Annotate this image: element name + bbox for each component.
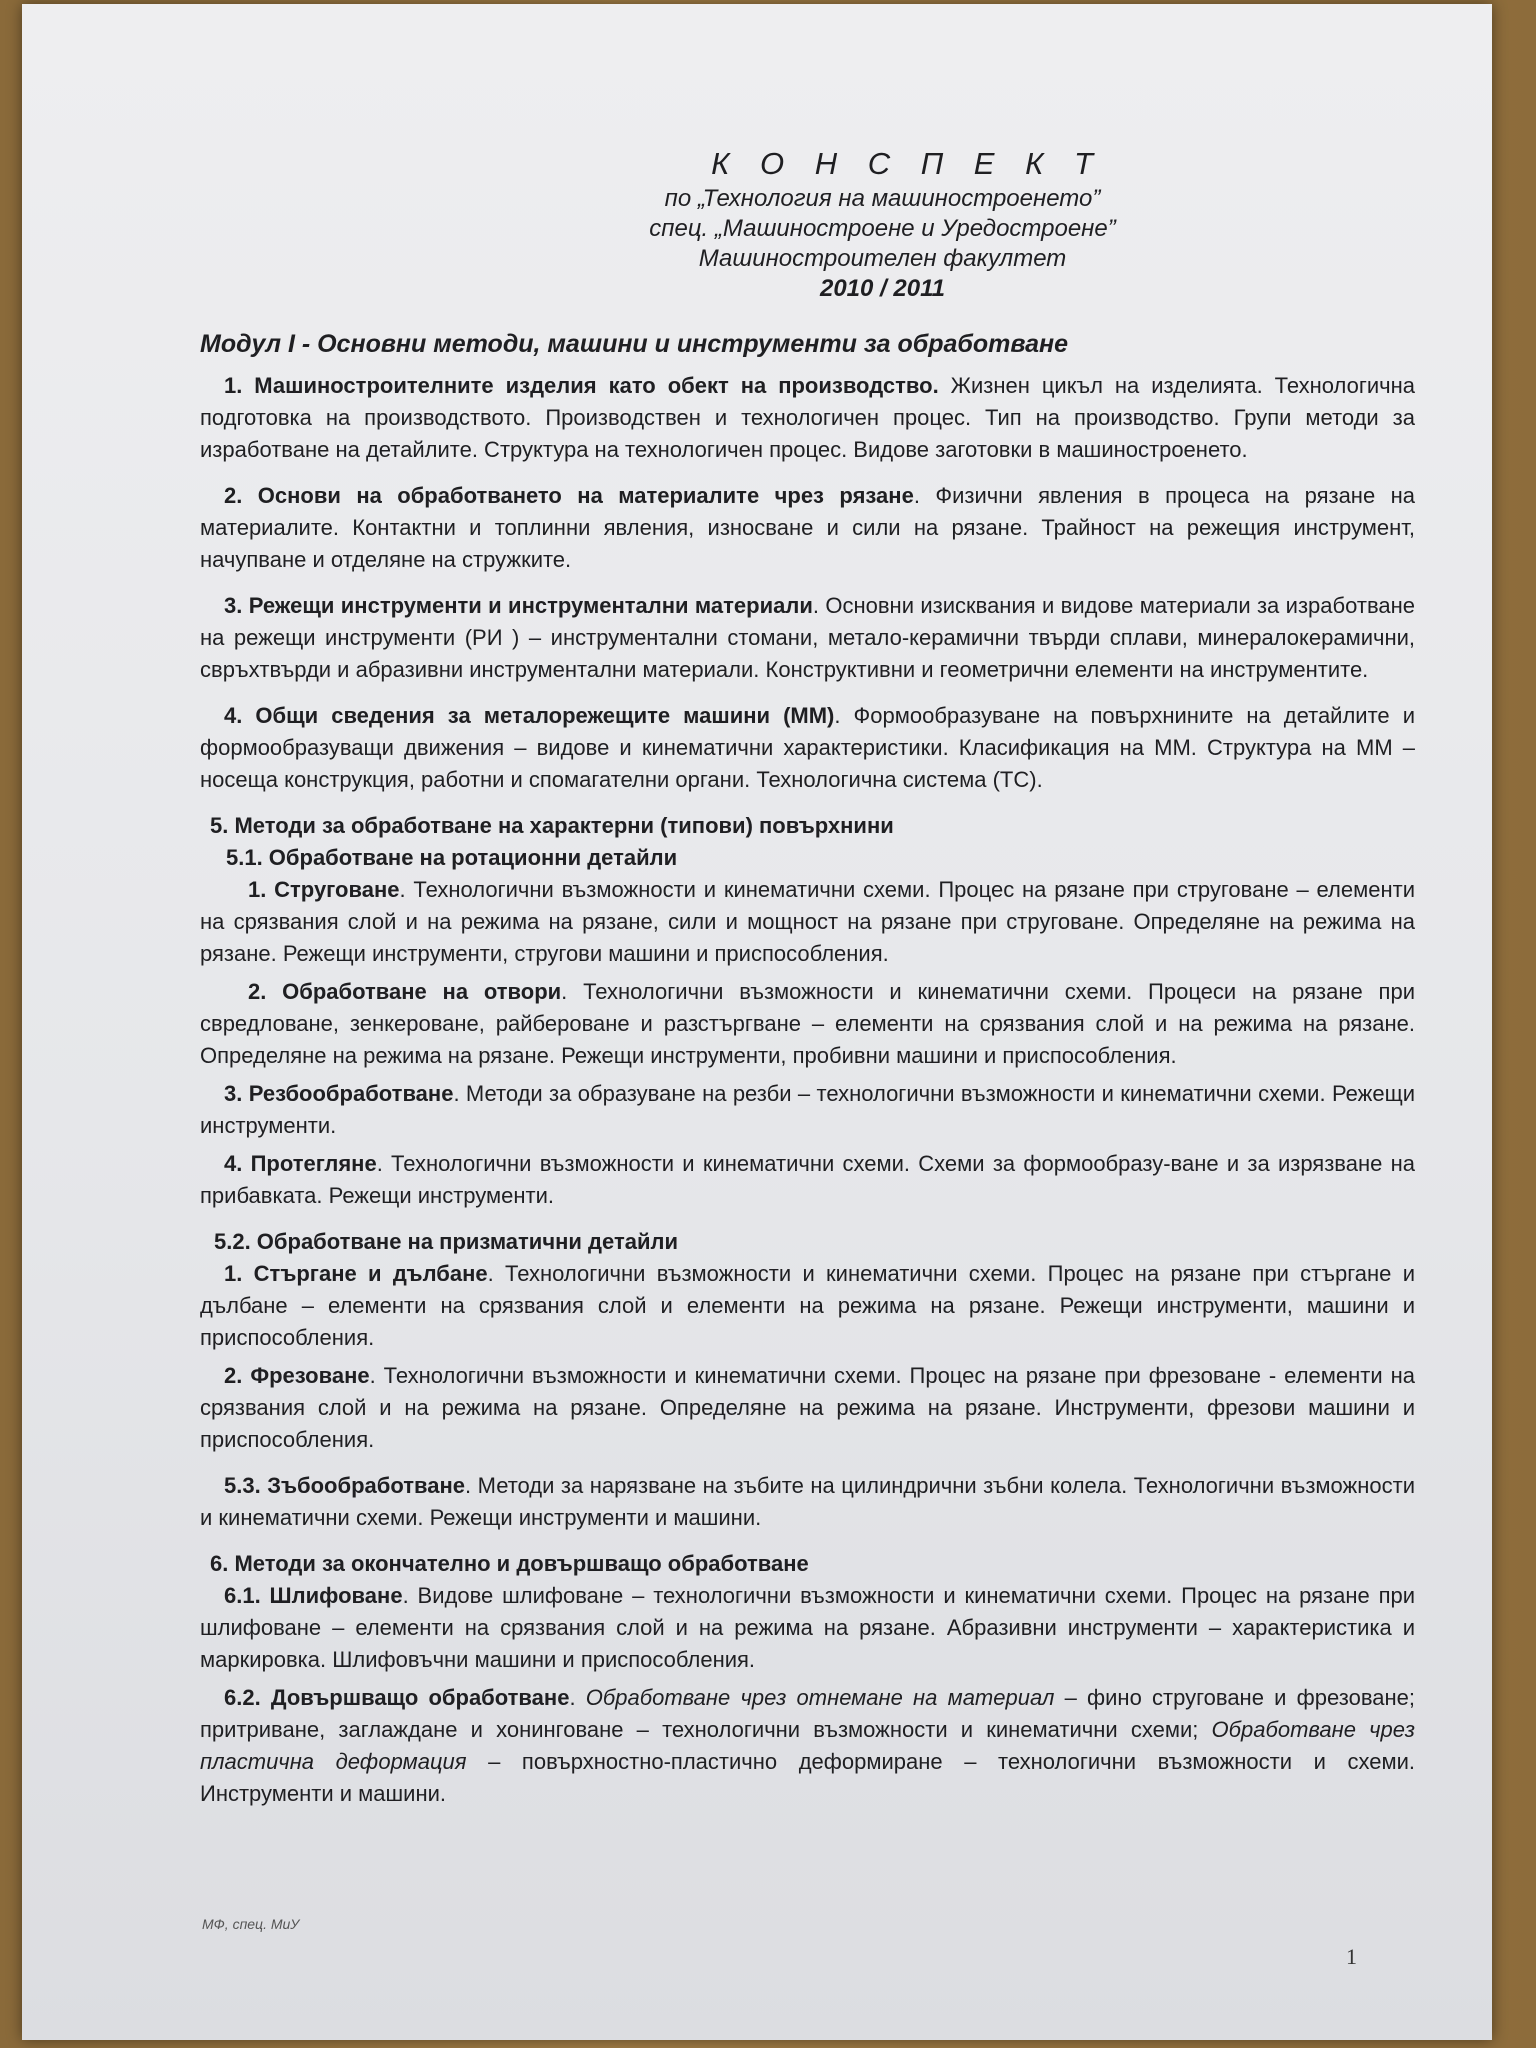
topic-5-1-item-3 xyxy=(200,1078,1415,1142)
topic-2-title: 2. Основи на обработването на материалите чрез рязане xyxy=(224,483,914,508)
topic-5-1-item-2 xyxy=(200,976,1415,1072)
topic-4 xyxy=(200,700,1415,796)
page-number: 1 xyxy=(1346,1944,1357,1969)
faculty-name: Машиностроителен факултет xyxy=(698,245,1067,272)
item-title: 2. Обработване на отвори xyxy=(248,979,562,1004)
item-text: . Технологични възможности и кинематични схеми. Схеми за формообразу-ване и за изрязване на прибавката. Режещи инструменти. xyxy=(200,1151,1415,1208)
topic-3-title: 3. Режещи инструменти и инструментални материали xyxy=(224,593,813,618)
course-name: по „Технология на машиностроенето” xyxy=(664,185,1101,212)
topic-3-text: . Основни изисквания и видове материали за изработване на режещи инструменти (РИ ) – инструментални стомани, метало-керамични твърди сплави, минералокерамични, свръхтвърди и абразивни инструментални материали. Конструктивни и геометрични елементи на инструментите. xyxy=(200,593,1415,682)
topic-6-1-text: . Видове шлифоване – технологични възможности и кинематични схеми. Процес на рязане при шлифоване – елементи на срязвания слой и на режима на рязане. Абразивни инструменти – характеристика и маркировка. Шлифовъчни машини и приспособления. xyxy=(200,1583,1416,1672)
document-body xyxy=(200,144,1415,1824)
topic-5-2-item-2 xyxy=(200,1360,1415,1456)
topic-5-2-heading: 5.2. Обработване на призматични детайли xyxy=(214,1229,678,1254)
topic-5-1-heading: 5.1. Обработване на ротационни детайли xyxy=(226,845,678,870)
topic-5-3-title: 5.3. Зъбообработване xyxy=(224,1473,465,1498)
topic-5-1-item-4 xyxy=(200,1148,1415,1212)
document-page xyxy=(22,4,1492,2040)
footer-note: МФ, спец. МиУ xyxy=(202,1916,300,1932)
item-text: . Технологични възможности и кинематични схеми. Процес на рязане при струговане – елементи на срязвания слой и на режима на рязане, сили и мощност на рязане при струговане. Определяне на режима на рязане. Режещи инструменти, стругови машини и приспособления. xyxy=(200,877,1415,966)
module-heading: Модул I - Основни методи, машини и инструменти за обработване xyxy=(200,330,1069,358)
topic-4-title: 4. Общи сведения за металорежещите машини (ММ) xyxy=(224,703,835,728)
topic-5-3 xyxy=(200,1470,1415,1534)
item-title: 3. Резбообработване xyxy=(224,1081,454,1106)
topic-5-1-item-1 xyxy=(200,874,1415,970)
topic-6-2-title: 6.2. Довършващо обработване xyxy=(224,1685,570,1710)
topic-6-1-title: 6.1. Шлифоване xyxy=(224,1583,403,1608)
topic-1 xyxy=(200,370,1415,466)
topic-6-2-text-2: – повърхностно-пластично деформиране – технологични възможности и схеми. Инструменти и машини. xyxy=(200,1749,1415,1806)
item-title: 2. Фрезоване xyxy=(224,1363,370,1388)
topic-2-text: . Физични явления в процеса на рязане на материалите. Контактни и топлинни явления, износване и сили на рязане. Трайност на режещия инструмент, начупване и отделяне на стружките. xyxy=(200,483,1416,572)
topic-3 xyxy=(200,590,1415,686)
item-text: . Технологични възможности и кинематични схеми. Процес на рязане при стъргане и дълбане – елементи на срязвания слой и елементи на режима на рязане. Режещи инструменти, машини и приспособления. xyxy=(200,1261,1416,1350)
document-title: К О Н С П Е К Т xyxy=(711,146,1104,181)
topic-6-2: 6.2. Довършващо обработване. Обработване чрез отнемане на материал – фино струговане и фрезоване; притриване, заглаждане и хонинговане – технологични възможности и кинематични схеми; Обработване чрез пластична деформация – повърхностно-пластично деформиране – технологични възможности и схеми. Инструменти и машини. xyxy=(200,1685,1416,1806)
item-text: . Технологични възможности и кинематични схеми. Процес на рязане при фрезоване - елементи на срязвания слой и на режима на рязане. Определяне на режима на рязане. Инструменти, фрезови машини и приспособления. xyxy=(200,1363,1415,1452)
item-text: . Технологични възможности и кинематични схеми. Процеси на рязане при свредловане, зенкероване, райбероване и разстъргване – елементи на срязвания слой и на режима на рязане. Определяне на режима на рязане. Режещи инструменти, пробивни машини и приспособления. xyxy=(200,979,1415,1068)
topic-6-2-text-1: – фино струговане и фрезоване; притриване, заглаждане и хонинговане – технологични възможности и кинематични схеми; xyxy=(200,1685,1415,1742)
topic-6-heading: 6. Методи за окончателно и довършващо обработване xyxy=(210,1551,809,1576)
topic-5-heading: 5. Методи за обработване на характерни (типови) повърхнини xyxy=(210,813,894,838)
academic-year: 2010 / 2011 xyxy=(819,275,945,302)
topic-5-3-text: . Методи за нарязване на зъбите на цилиндрични зъбни колела. Технологични възможности и кинематични схеми. Режещи инструменти и машини. xyxy=(200,1473,1415,1530)
topic-6-1 xyxy=(200,1580,1415,1676)
topic-6-2-italic-1: Обработване чрез отнемане на материал xyxy=(585,1685,1055,1710)
topic-4-text: . Формообразуване на повърхнините на детайлите и формообразуващи движения – видове и кинематични характеристики. Класификация на ММ. Структура на ММ – носеща конструкция, работни и спомагателни органи. Технологична система (ТС). xyxy=(200,703,1415,792)
item-text: . Методи за образуване на резби – технологични възможности и кинематични схеми. Режещи инструменти. xyxy=(200,1081,1415,1138)
specialty-name: спец. „Машиностроене и Уредостроене” xyxy=(649,215,1116,242)
topic-6-2-italic-2: Обработване чрез пластична деформация xyxy=(200,1717,1416,1774)
topic-2 xyxy=(200,480,1415,576)
topic-1-title: 1. Машиностроителните изделия като обект на производство. xyxy=(224,373,939,398)
item-title: 4. Протегляне xyxy=(224,1151,377,1176)
topic-1-text: Жизнен цикъл на изделията. Технологична подготовка на производството. Производствен и технологичен процес. Тип на производство. Групи методи за изработване на детайлите. Структура на технологичен процес. Видове заготовки в машиностроенето. xyxy=(200,373,1415,462)
item-title: 1. Стъргане и дълбане xyxy=(224,1261,488,1286)
item-title: 1. Струговане xyxy=(248,877,400,902)
topic-5-2-item-1 xyxy=(200,1258,1415,1354)
